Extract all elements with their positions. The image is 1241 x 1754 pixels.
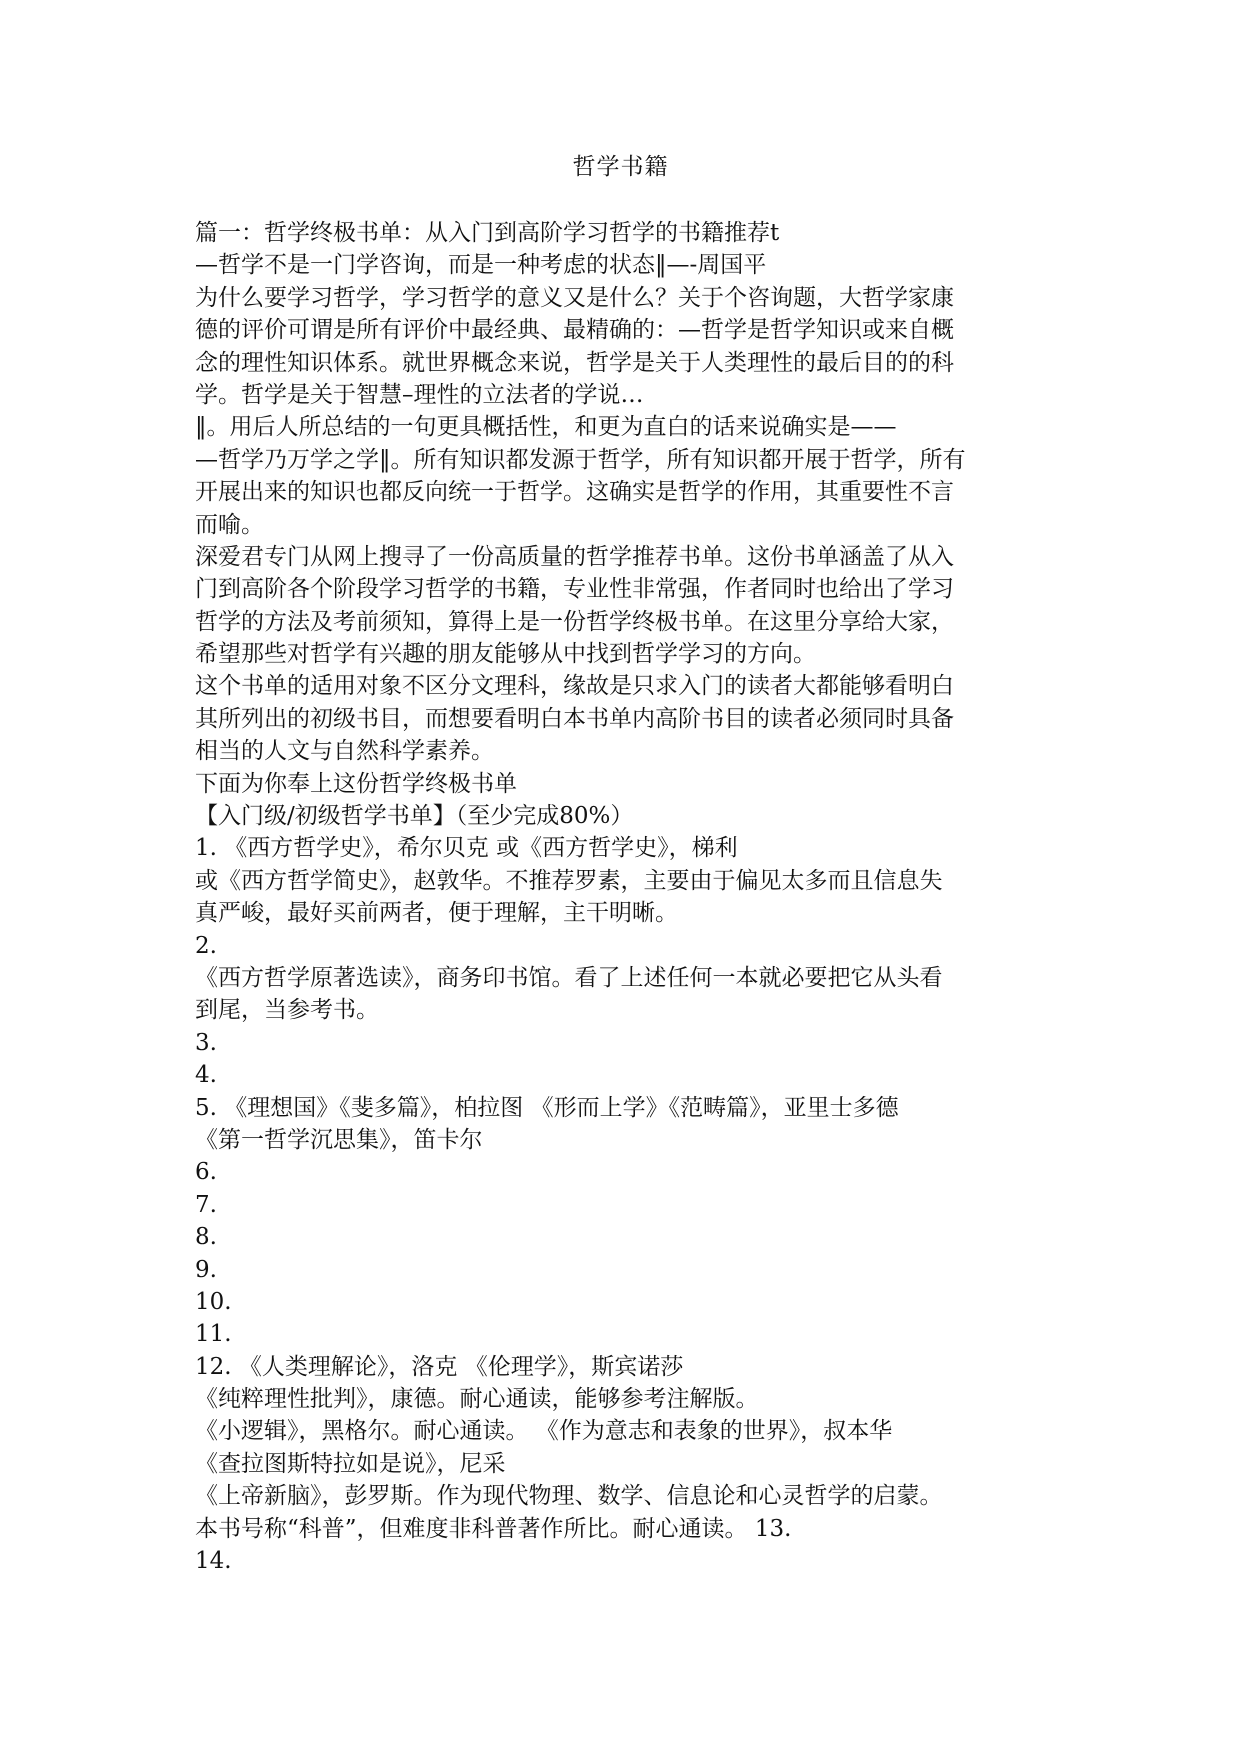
text-line: 7. — [195, 1191, 217, 1218]
text-line: 而喻。 — [195, 511, 264, 538]
text-line: 门到高阶各个阶段学习哲学的书籍，专业性非常强，作者同时也给出了学习 — [195, 576, 954, 603]
text-line: 12. 《人类理解论》，洛克 《伦理学》，斯宾诺莎 — [195, 1353, 684, 1380]
text-line: 希望那些对哲学有兴趣的朋友能够从中找到哲学学习的方向。 — [195, 641, 816, 668]
text-line: —哲学乃万学之学‖。所有知识都发源于哲学，所有知识都开展于哲学，所有 — [195, 446, 966, 473]
text-line: 本书号称“科普”，但难度非科普著作所比。耐心通读。 13. — [195, 1515, 792, 1542]
text-line: 学。哲学是关于智慧–理性的立法者的学说… — [195, 381, 644, 408]
text-line: 下面为你奉上这份哲学终极书单 — [195, 770, 517, 797]
text-line: 《第一哲学沉思集》，笛卡尔 — [195, 1126, 483, 1153]
text-line: 《小逻辑》，黑格尔。耐心通读。 《作为意志和表象的世界》，叔本华 — [195, 1418, 893, 1445]
text-line: 【入门级/初级哲学书单】（至少完成80%） — [195, 803, 634, 830]
document-body — [195, 217, 1055, 1577]
text-line: 相当的人文与自然科学素养。 — [195, 738, 494, 765]
document-title: 哲学书籍 — [572, 154, 669, 180]
text-line: 《纯粹理性批判》，康德。耐心通读，能够参考注解版。 — [195, 1386, 759, 1413]
text-line: 篇一：哲学终极书单：从入门到高阶学习哲学的书籍推荐t — [195, 220, 780, 246]
text-line: 10. — [195, 1288, 232, 1315]
text-line: 14. — [195, 1548, 232, 1575]
text-line: 这个书单的适用对象不区分文理科，缘故是只求入门的读者大都能够看明白 — [195, 673, 954, 700]
text-line: 2. — [195, 932, 217, 959]
text-line: 为什么要学习哲学，学习哲学的意义又是什么？关于个咨询题，大哲学家康 — [195, 284, 954, 311]
text-line: 《查拉图斯特拉如是说》，尼采 — [195, 1450, 506, 1477]
text-line: 6. — [195, 1159, 217, 1186]
text-line: 4. — [195, 1062, 217, 1089]
text-line: 或《西方哲学简史》，赵敦华。不推荐罗素，主要由于偏见太多而且信息失 — [195, 867, 943, 894]
text-line: 德的评价可谓是所有评价中最经典、最精确的：—哲学是哲学知识或来自概 — [195, 317, 954, 344]
text-line: 1. 《西方哲学史》，希尔贝克 或《西方哲学史》，梯利 — [195, 835, 738, 862]
text-line: 3. — [195, 1029, 217, 1056]
text-line: 深爱君专门从网上搜寻了一份高质量的哲学推荐书单。这份书单涵盖了从入 — [195, 543, 954, 570]
text-line: 真严峻，最好买前两者，便于理解，主干明晰。 — [195, 900, 678, 927]
text-line: 5. 《理想国》《斐多篇》，柏拉图 《形而上学》《范畴篇》，亚里士多德 — [195, 1094, 899, 1121]
text-line: 9. — [195, 1256, 217, 1283]
text-line: 念的理性知识体系。就世界概念来说，哲学是关于人类理性的最后目的的科 — [195, 349, 954, 376]
text-line: 《西方哲学原著选读》，商务印书馆。看了上述任何一本就必要把它从头看 — [195, 964, 943, 991]
text-line: 哲学的方法及考前须知，算得上是一份哲学终极书单。在这里分享给大家， — [195, 608, 954, 635]
text-line: 其所列出的初级书目，而想要看明白本书单内高阶书目的读者必须同时具备 — [195, 705, 954, 732]
text-line: 到尾，当参考书。 — [195, 997, 379, 1024]
text-line: 《上帝新脑》，彭罗斯。作为现代物理、数学、信息论和心灵哲学的启蒙。 — [195, 1483, 943, 1510]
text-line: 8. — [195, 1224, 217, 1251]
text-line: ‖。用后人所总结的一句更具概括性，和更为直白的话来说确实是—— — [195, 414, 897, 441]
text-line: —哲学不是一门学咨询，而是一种考虑的状态‖—-周国平 — [195, 252, 767, 279]
text-line: 11. — [195, 1321, 232, 1348]
text-line: 开展出来的知识也都反向统一于哲学。这确实是哲学的作用，其重要性不言 — [195, 479, 954, 506]
